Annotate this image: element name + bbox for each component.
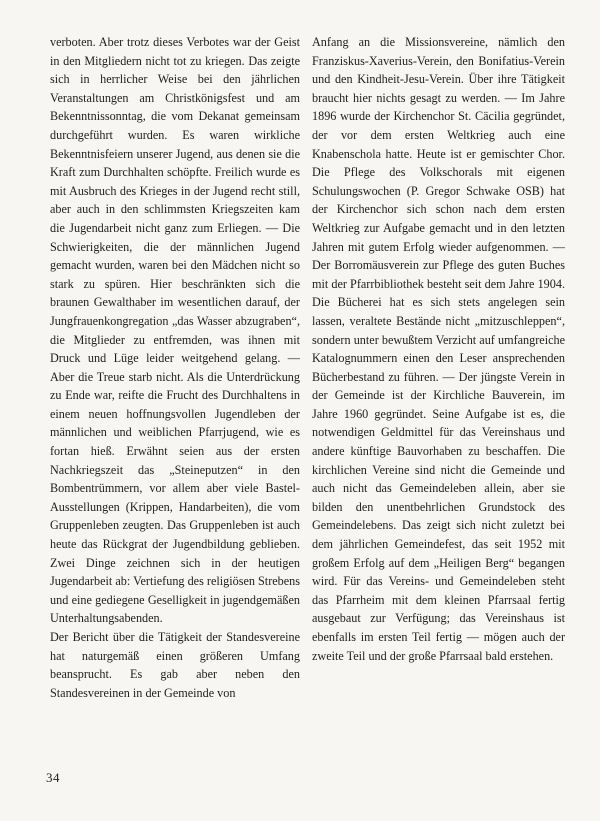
page-number: 34 [46, 770, 60, 785]
left-paragraph-1: verboten. Aber trotz dieses Verbotes war der Geist in den Mitgliedern nicht tot zu kriegen. Das zeigte sich in herrlicher Weise bei den jährlichen Veranstaltungen am Christkönigsfest und am Bekenntnissonntag, die vom Dekanat gemeinsam durchgeführt wurden. Es waren wirkliche Bekenntnisfeiern unserer Jugend, aus denen sie die Kraft zum Durchhalten schöpfte. Freilich wurde es mit Ausbruch des Krieges in der Jugend recht still, aber auch in den schlimmsten Kriegszeiten kam die Jugendarbeit nicht ganz zum Erliegen. — Die Schwierigkeiten, die der männlichen Jugend gemacht wurden, waren bei den Mädchen nicht so stark zu spüren. Hier beschränkten sich die braunen Gewalthaber im wesentlichen darauf, der Jungfrauenkongregation „das Wasser abzugraben“, die Mitglieder zu entfremden, was ihnen mit Druck und Lüge leider weitgehend gelang. — Aber die Treue starb nicht. Als die Unterdrückung zu Ende war, reifte die Frucht des Durchhaltens in einem neuen hoffnungsvollen Jugendleben der männlichen und weiblichen Pfarrjugend, wie es fortan hieß. Erwähnt seien aus der ersten Nachkriegszeit das „Steineputzen“ in den Bombentrümmern, vor allem aber viele Bastel-Ausstellungen (Krippen, Handarbeiten), die vom Gruppenleben zeugten. Das Gruppenleben ist auch heute das Rückgrat der Jugendbildung geblieben. Zwei Dinge zeichnen sich in der heutigen Jugendarbeit ab: Vertiefung des religiösen Strebens und eine gediegene Geselligkeit in jugendgemäßen Unterhaltungsabenden. [50, 35, 300, 626]
left-paragraph-2: Der Bericht über die Tätigkeit der Standesvereine hat naturgemäß einen größeren Umfang beansprucht. Es gab aber neben den Standesvereinen in der Gemeinde von [50, 630, 300, 700]
left-column [50, 33, 300, 702]
right-paragraph-1: Anfang an die Missionsvereine, nämlich den Franziskus-Xaverius-Verein, den Bonifatius-Verein und den Kindheit-Jesu-Verein. Über ihre Tätigkeit braucht hier nichts gesagt zu werden. — Im Jahre 1896 wurde der Kirchenchor St. Cäcilia gegründet, der vor dem ersten Weltkrieg auch eine Knabenschola hatte. Heute ist er gemischter Chor. Die Pflege des Volkschorals mit eigenen Schulungswochen (P. Gregor Schwake OSB) hat der Kirchenchor sich schon nach dem ersten Weltkrieg zur Aufgabe gemacht und in den letzten Jahren mit gutem Erfolg wieder aufgenommen. — Der Borromäusverein zur Pflege des guten Buches mit der Pfarrbibliothek besteht seit dem Jahre 1904. Die Bücherei hat es sich stets angelegen sein lassen, veraltete Bestände nicht „mitzuschleppen“, sondern unter bewußtem Verzicht auf umfangreiche Katalognummern einen den Leser ansprechenden Bücherbestand zu führen. — Der jüngste Verein in der Gemeinde ist der Kirchliche Bauverein, im Jahre 1960 gegründet. Seine Aufgabe ist es, die notwendigen Geldmittel für das Vereinshaus und andere künftige Bauvorhaben zu beschaffen. Die kirchlichen Vereine sind nicht die Gemeinde und auch nicht das Gemeindeleben allein, aber sie bilden den unentbehrlichen Grundstock des Gemeindelebens. Das zeigt sich nicht zuletzt bei dem jährlichen Gemeindefest, das seit 1952 mit großem Erfolg auf dem „Heiligen Berg“ begangen wird. Für das Vereins- und Gemeindeleben steht das Pfarrheim mit dem kleinen Pfarrsaal fertig ausgebaut zur Verfügung; das Vereinshaus ist ebenfalls im ersten Teil fertig — mögen auch der zweite Teil und der große Pfarrsaal bald erstehen. [312, 35, 565, 663]
right-column [312, 33, 565, 665]
